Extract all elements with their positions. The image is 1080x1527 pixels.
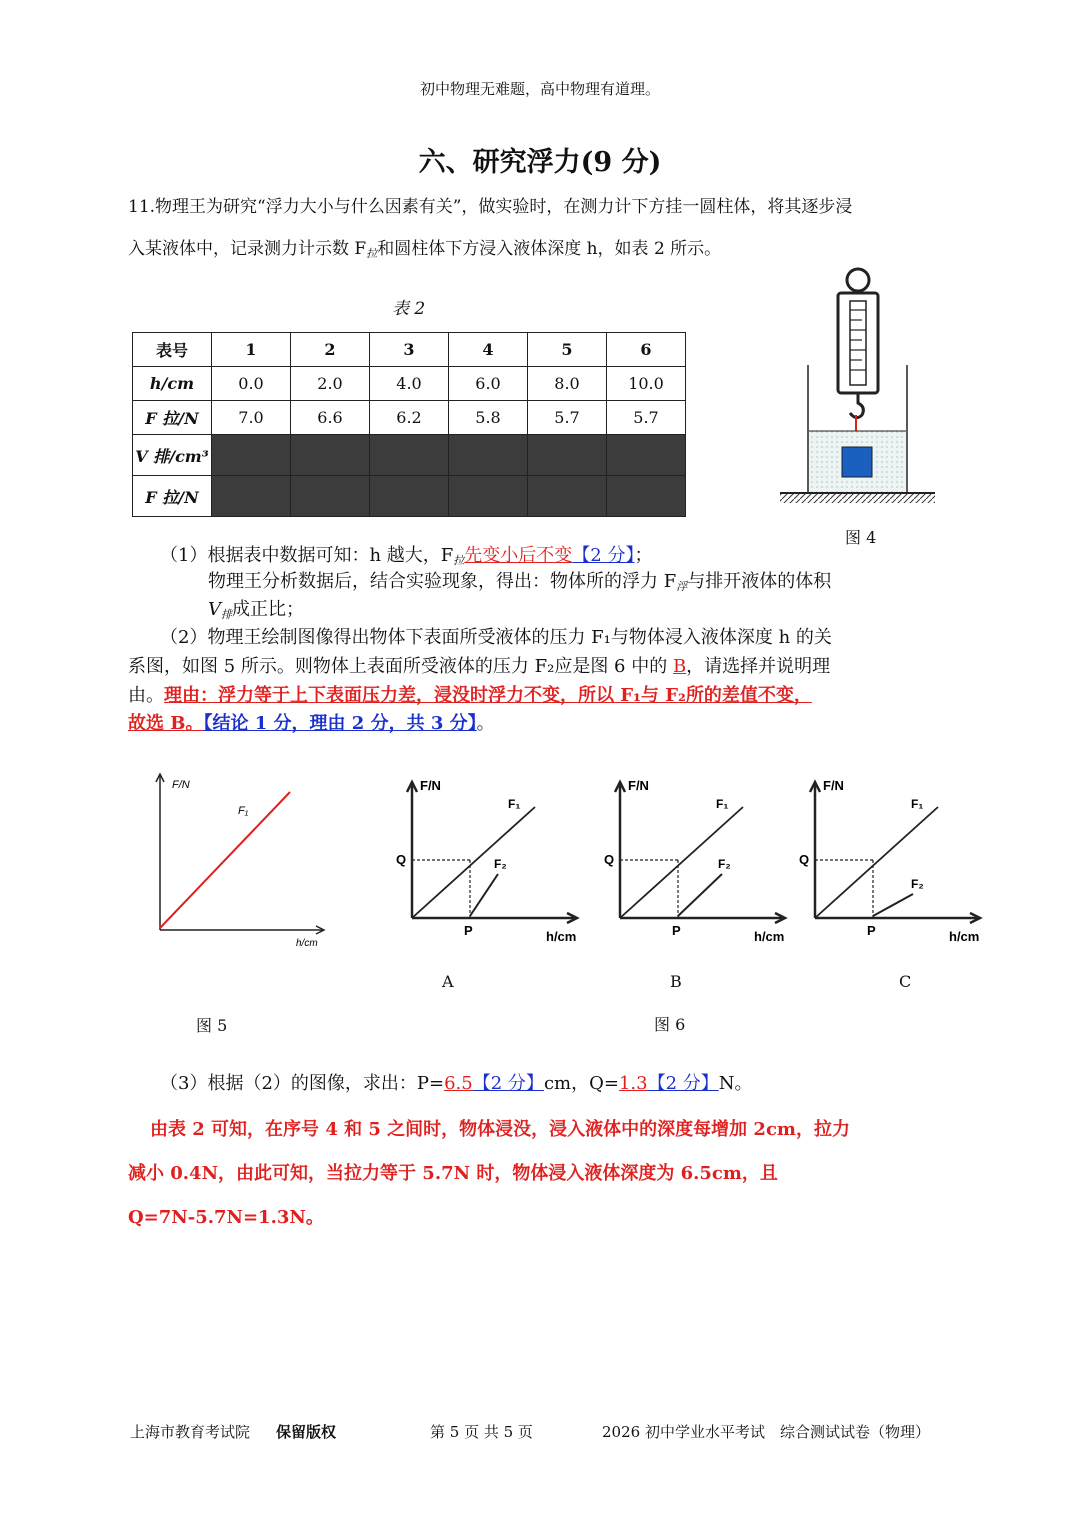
part2-line1: （2）物理王绘制图像得出物体下表面所受液体的压力 F₁与物体浸入液体深度 h 的关 — [160, 627, 832, 648]
table-cell-shaded — [370, 435, 449, 476]
svg-text:F₂: F₂ — [718, 857, 731, 871]
part2-line3: 由。理由：浮力等于上下表面压力差，浸没时浮力不变，所以 F₁与 F₂所的差值不变， — [128, 685, 812, 706]
scale-hook — [850, 393, 863, 418]
footer-rights: 保留版权 — [276, 1423, 337, 1441]
svg-text:h/cm: h/cm — [754, 929, 785, 944]
solution-line-1: 由表 2 可知，在序号 4 和 5 之间时，物体浸没，浸入液体中的深度每增加 2cm，拉力 — [150, 1119, 850, 1140]
svg-text:P: P — [464, 923, 473, 938]
table-cell-shaded — [607, 476, 686, 517]
table-cell: 7.0 — [212, 401, 291, 435]
column-header: 1 — [212, 333, 291, 367]
table-cell-shaded — [607, 435, 686, 476]
row-label: F 拉/N — [133, 401, 212, 435]
svg-text:P: P — [672, 923, 681, 938]
table-caption: 表 2 — [392, 299, 426, 319]
option-c-graph — [793, 770, 993, 950]
table-cell-shaded — [528, 476, 607, 517]
table-cell-shaded — [291, 435, 370, 476]
option-a-graph — [390, 770, 590, 950]
part1-line1: （1）根据表中数据可知：h 越大，$F_拉$先变小后不变【2 分】； — [160, 545, 653, 567]
solution-line-3: Q=7N-5.7N=1.3N。 — [128, 1207, 324, 1228]
x-axis-label: h/cm — [296, 938, 318, 949]
table-cell: 8.0 — [528, 367, 607, 401]
column-header: 4 — [449, 333, 528, 367]
line-label: F₁ — [238, 805, 249, 817]
table-cell: 2.0 — [291, 367, 370, 401]
table-cell-shaded — [291, 476, 370, 517]
solution-line-2: 减小 0.4N，由此可知，当拉力等于 5.7N 时，物体浸入液体深度为 6.5cm，且 — [128, 1163, 778, 1184]
column-header: 3 — [370, 333, 449, 367]
option-b-label: B — [670, 972, 682, 991]
svg-text:F₁: F₁ — [508, 797, 521, 811]
page-header: 初中物理无难题，高中物理有道理。 — [419, 80, 660, 98]
table-cell: 4.0 — [370, 367, 449, 401]
part2-line4: 故选 B。【结论 1 分，理由 2 分，共 3 分】。 — [128, 713, 495, 734]
row-label: h/cm — [133, 367, 212, 401]
column-header: 6 — [607, 333, 686, 367]
table-cell-shaded — [212, 476, 291, 517]
table-cell: 6.2 — [370, 401, 449, 435]
table-cell: 5.8 — [449, 401, 528, 435]
figure6-caption: 图 6 — [654, 1015, 686, 1034]
table-cell-shaded — [449, 476, 528, 517]
table-row — [133, 401, 686, 435]
option-a-label: A — [442, 972, 454, 991]
row-label: F 拉/N — [133, 476, 212, 517]
figure5-caption: 图 5 — [196, 1016, 228, 1035]
svg-text:F/N: F/N — [823, 778, 844, 793]
svg-text:h/cm: h/cm — [546, 929, 577, 944]
section-title: 六、研究浮力(9 分) — [418, 147, 662, 178]
footer-org: 上海市教育考试院 — [130, 1423, 251, 1441]
svg-text:Q: Q — [396, 852, 407, 867]
svg-text:Q: Q — [799, 852, 810, 867]
spring-scale-figure — [770, 265, 940, 510]
part1-line3: $V_排$成正比； — [208, 599, 304, 621]
svg-text:P: P — [867, 923, 876, 938]
table-cell: 5.7 — [607, 401, 686, 435]
part2-line2: 系图，如图 5 所示。则物体上表面所受液体的压力 F₂应是图 6 中的 B，请选择并说明理 — [128, 656, 831, 677]
figure5-graph — [140, 770, 340, 955]
svg-text:F₂: F₂ — [494, 857, 507, 871]
row-label: V 排/cm³ — [133, 435, 212, 476]
svg-text:F/N: F/N — [628, 778, 649, 793]
f1-line — [160, 792, 290, 928]
figure4-caption: 图 4 — [845, 528, 877, 547]
y-axis-label: F/N — [172, 779, 190, 791]
table-cell: 0.0 — [212, 367, 291, 401]
scale-ring — [847, 269, 869, 291]
table-cell-shaded — [212, 435, 291, 476]
part1-line2: 物理王分析数据后，结合实验现象，得出：物体所的浮力 $F_浮$与排开液体的体积 — [208, 571, 832, 593]
column-header: 5 — [528, 333, 607, 367]
table-row — [133, 367, 686, 401]
table-cell: 10.0 — [607, 367, 686, 401]
svg-text:Q: Q — [604, 852, 615, 867]
table-row — [133, 476, 686, 517]
table-cell-shaded — [528, 435, 607, 476]
option-c-label: C — [899, 972, 912, 991]
table-cell: 6.0 — [449, 367, 528, 401]
solution-text — [128, 1108, 958, 1240]
table-cell: 5.7 — [528, 401, 607, 435]
column-header: 2 — [291, 333, 370, 367]
intro-line-2: 入某液体中，记录测力计示数 $F_拉$和圆柱体下方浸入液体深度 h，如表 2 所示。 — [128, 239, 722, 260]
cylinder — [842, 447, 872, 477]
table-header-label: 表号 — [133, 333, 212, 367]
footer-exam: 2026 初中学业水平考试 综合测试试卷（物理） — [602, 1423, 930, 1441]
table-header-row — [133, 333, 686, 367]
svg-text:F₁: F₁ — [911, 797, 924, 811]
option-b-graph — [598, 770, 798, 950]
svg-text:F/N: F/N — [420, 778, 441, 793]
question-intro — [128, 186, 953, 275]
part3-line: （3）根据（2）的图像，求出：P=6.5【2 分】cm，Q=1.3【2 分】N。 — [160, 1073, 753, 1094]
data-table — [132, 332, 686, 517]
svg-text:h/cm: h/cm — [949, 929, 980, 944]
footer-page: 第 5 页 共 5 页 — [430, 1423, 533, 1441]
svg-text:F₁: F₁ — [716, 797, 729, 811]
svg-text:F₂: F₂ — [911, 877, 924, 891]
table-cell-shaded — [449, 435, 528, 476]
intro-line-1: 11.物理王为研究“浮力大小与什么因素有关”，做实验时，在测力计下方挂一圆柱体，将其逐步浸 — [128, 197, 853, 217]
table-row — [133, 435, 686, 476]
table-cell-shaded — [370, 476, 449, 517]
table-cell: 6.6 — [291, 401, 370, 435]
